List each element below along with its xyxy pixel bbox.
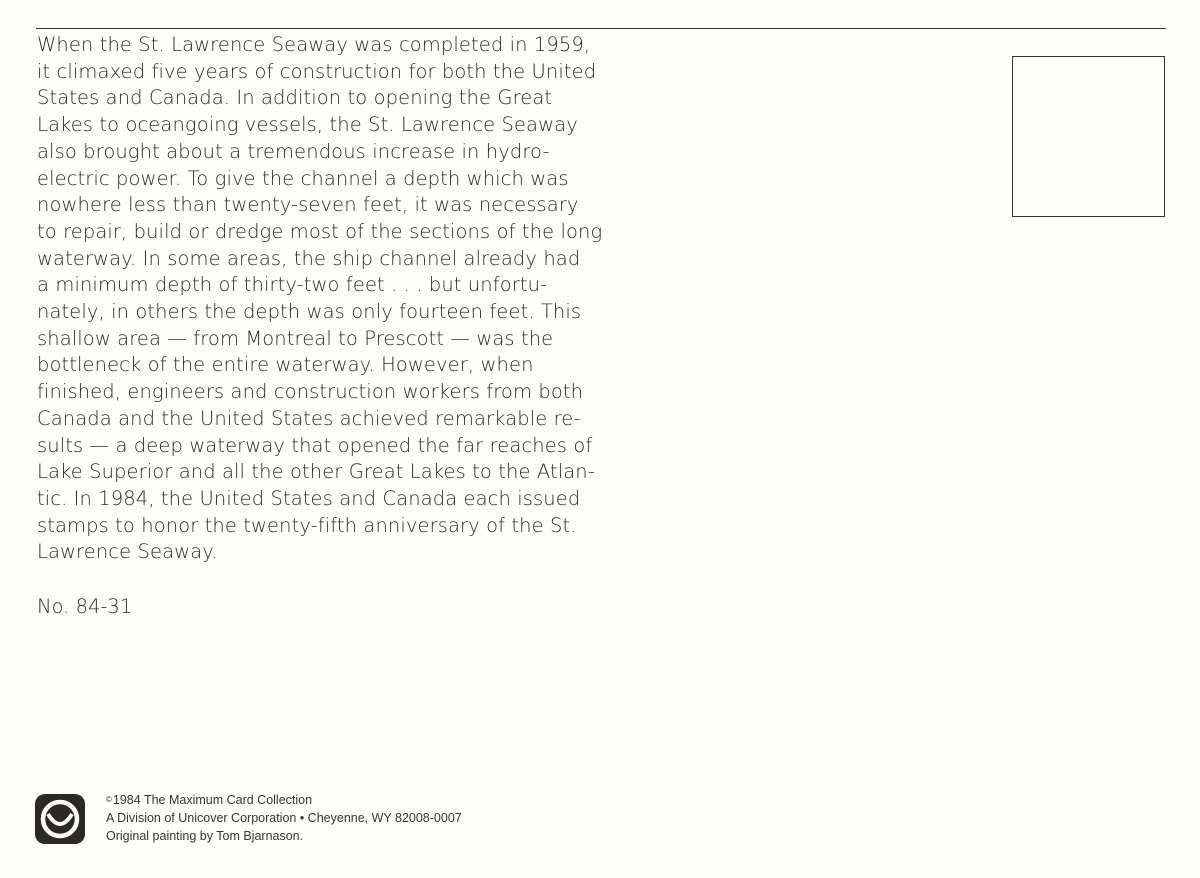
description-line: tic. In 1984, the United States and Canada each issued [37,486,581,510]
description-line: electric power. To give the channel a depth which was [37,166,569,190]
description-line: Lakes to oceangoing vessels, the St. Lawrence Seaway [37,113,578,137]
description-line: stamps to honor the twenty-fifth anniversary of the St. [37,513,577,537]
description-line: Lake Superior and all the other Great Lakes to the Atlan- [37,460,595,484]
description-line: bottleneck of the entire waterway. However, when [37,353,534,377]
credit-line-painting: Original painting by Tom Bjarnason. [106,829,304,843]
top-divider-rule [36,28,1166,29]
description-text [37,32,609,566]
unicover-logo-icon [35,794,85,844]
credit-line-copyright [106,791,462,809]
description-line: waterway. In some areas, the ship channel already had [37,246,581,270]
description-line: States and Canada. In addition to opening the Great [37,86,553,110]
description-line: nately, in others the depth was only fourteen feet. This [37,300,582,324]
description-line: Canada and the United States achieved remarkable re- [37,406,581,430]
description-line: shallow area — from Montreal to Prescott — was the [37,326,554,350]
description-line: also brought about a tremendous increase in hydro- [37,139,550,163]
credit-line-division: A Division of Unicover Corporation • Cheyenne, WY 82008-0007 [106,811,462,825]
copyright-symbol: © [106,795,112,804]
description-line: nowhere less than twenty-seven feet, it was necessary [37,193,579,217]
description-line: to repair, build or dredge most of the sections of the long [37,219,603,243]
description-line: it climaxed five years of construction for both the United [37,59,597,83]
credit-line-text: 1984 The Maximum Card Collection [112,793,313,807]
publisher-credits [106,791,462,845]
description-line: When the St. Lawrence Seaway was completed in 1959, [37,33,591,56]
description-line: sults — a deep waterway that opened the far reaches of [37,433,593,457]
card-number: No. 84-31 [37,595,133,618]
description-line: finished, engineers and construction workers from both [37,380,584,404]
stamp-placeholder-box [1012,56,1165,217]
description-line: Lawrence Seaway. [37,540,218,564]
description-line: a minimum depth of thirty-two feet . . . but unfortu- [37,273,548,297]
